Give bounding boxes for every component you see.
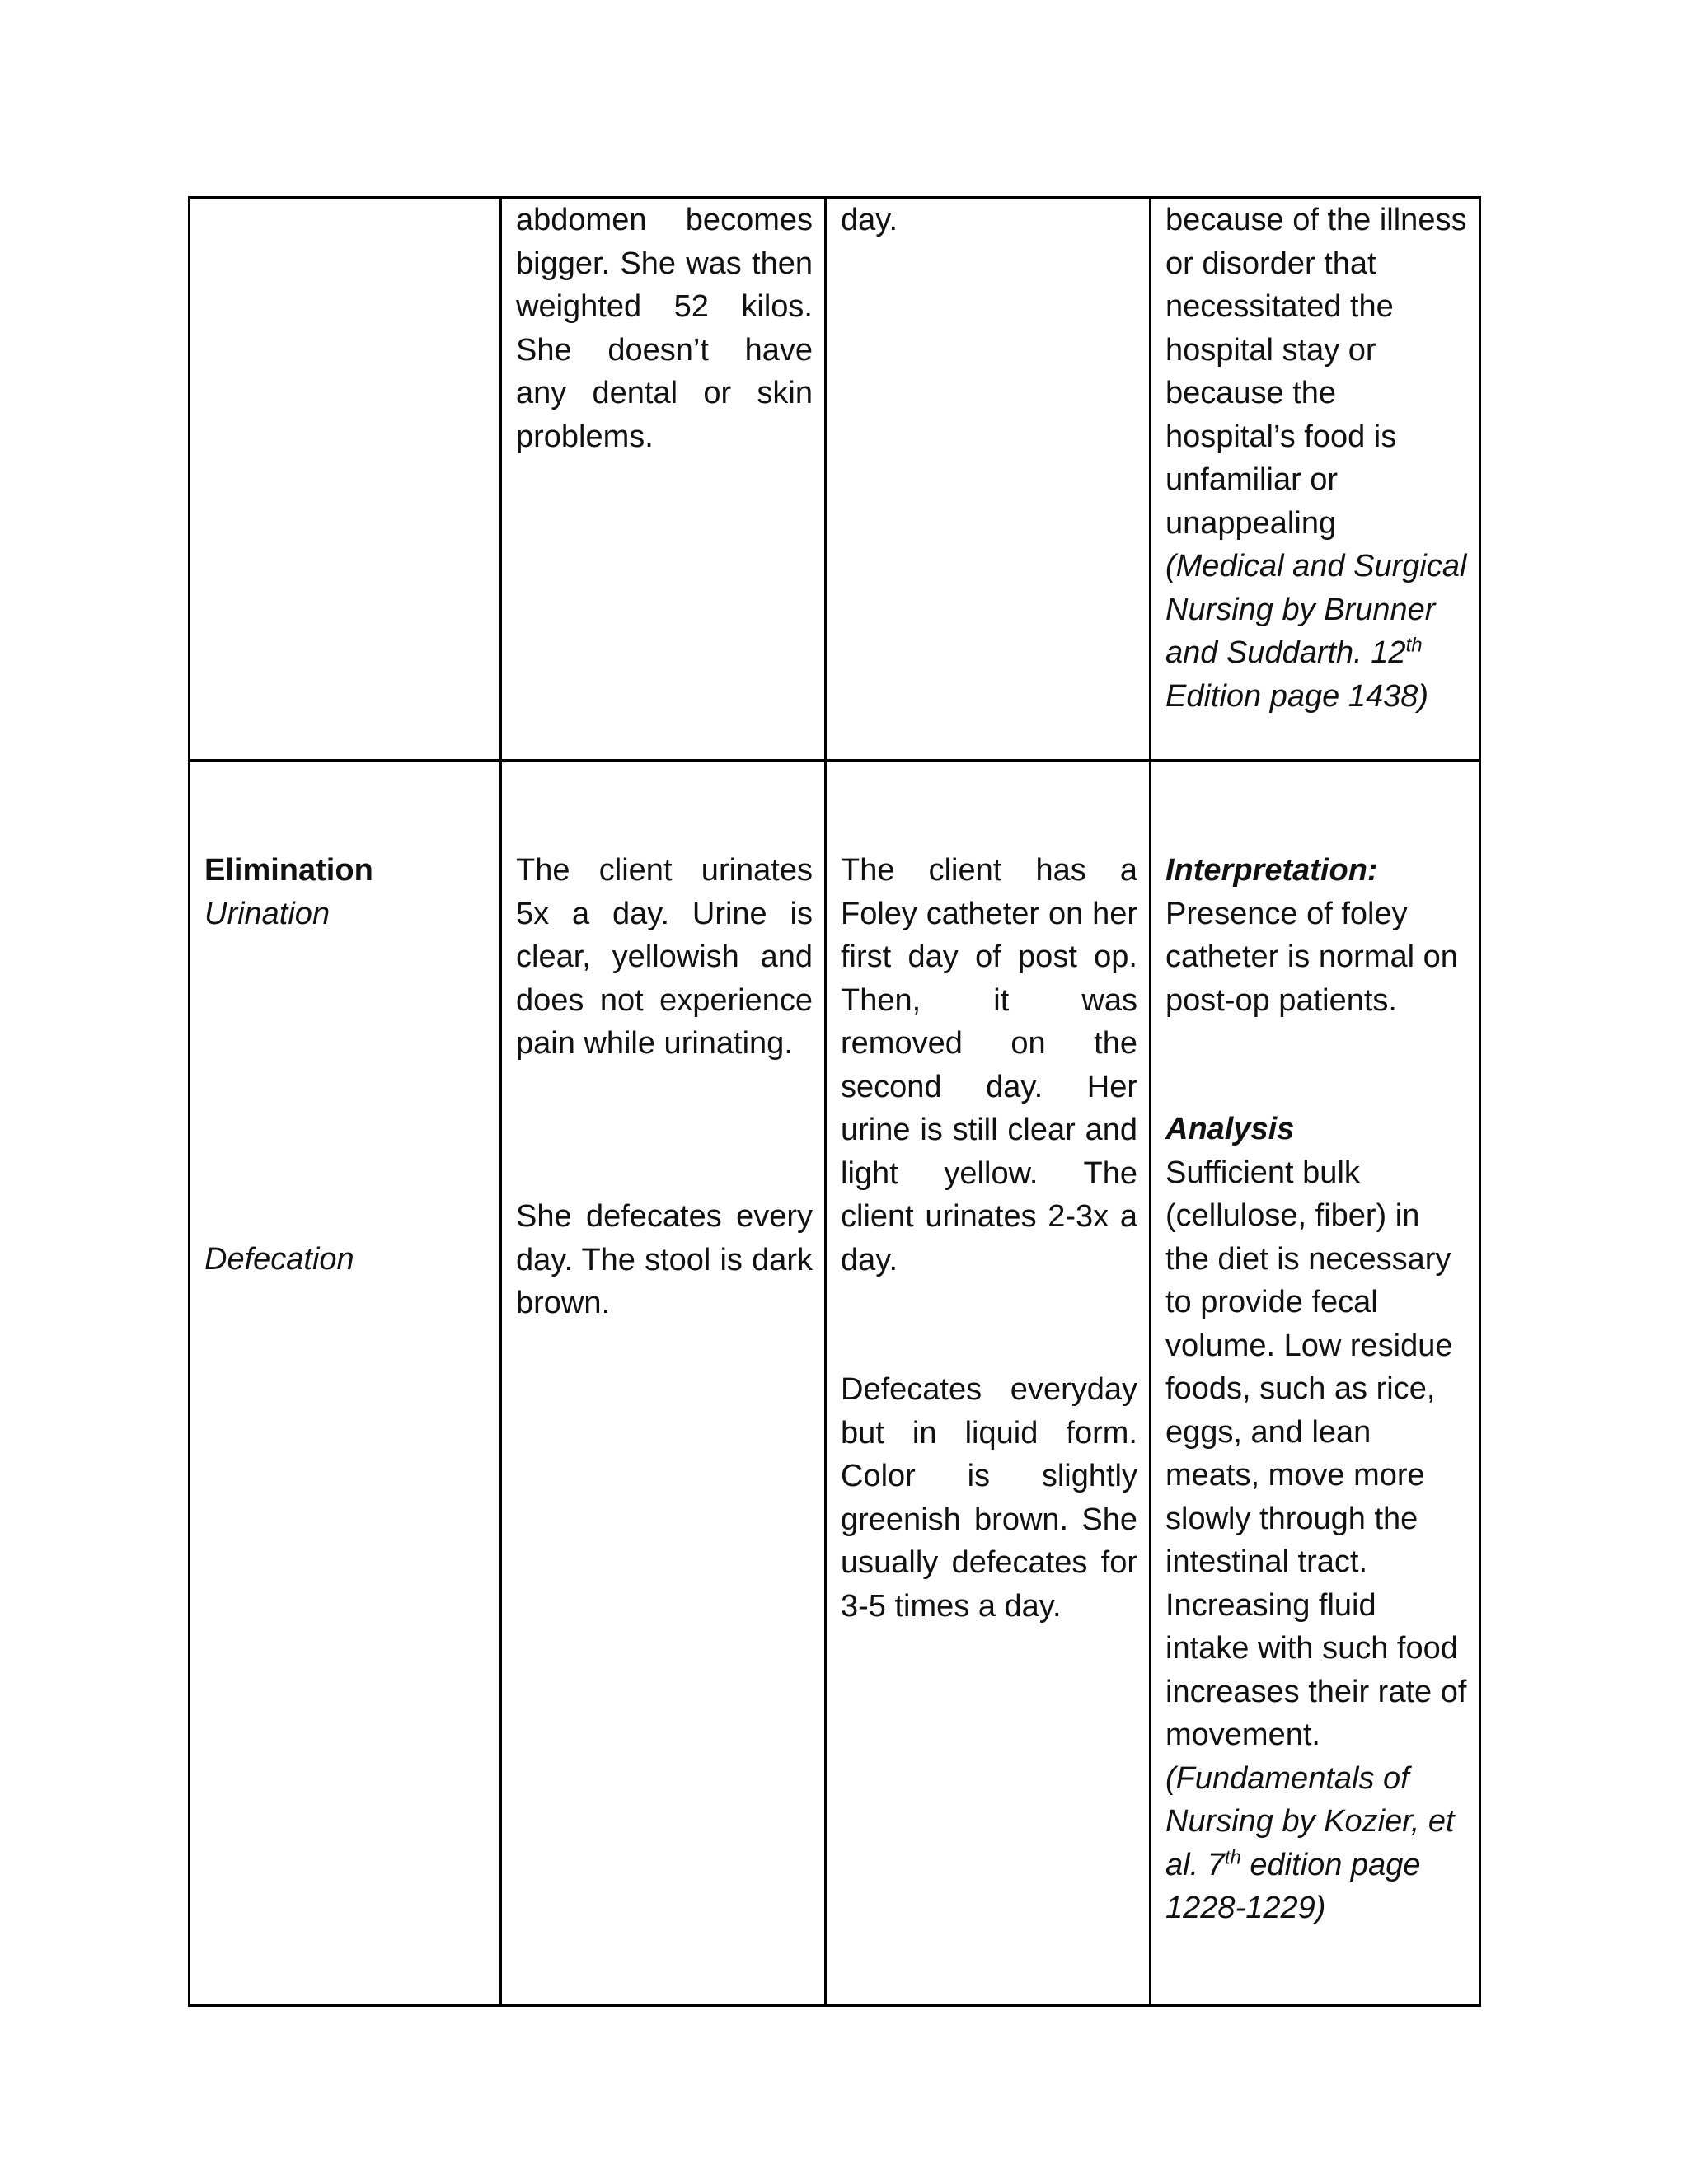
row2-before-cell [501, 761, 826, 2006]
row2-analysis-cell [1151, 761, 1480, 2006]
row1-category-cell [190, 198, 501, 761]
urination-before-text: The client urinates 5x a day. Urine is clear, yellowish and does not experience pain while urinating. [516, 853, 813, 1061]
elimination-heading: Elimination [204, 853, 373, 888]
reference-superscript: th [1405, 634, 1423, 657]
interpretation-label: Interpretation: [1165, 853, 1378, 888]
analysis-text: Sufficient bulk (cellulose, fiber) in the diet is necessary to provide fecal volume. Low residue foods, such as rice, eggs, and lean meats, move more slowly through the intestinal tract. Increasing fluid intake with such food increases their rate of movement. [1165, 1155, 1467, 1752]
analysis-label: Analysis [1165, 1112, 1295, 1146]
nutrition-after-text: day. [841, 203, 898, 237]
urination-after-text: The client has a Foley catheter on her first day of post op. Then, it was removed on the second day. Her urine is still clear and light yellow. The client urinates 2-3x a day. [841, 853, 1137, 1277]
row1-analysis-cell [1151, 198, 1480, 761]
defecation-before-text: She defecates every day. The stool is dark brown. [516, 1199, 813, 1320]
nutrition-analysis-text: because of the illness or disorder that necessitated the hospital stay or because the hospital’s food is unfamiliar or unappealing [1165, 203, 1467, 541]
defecation-label: Defecation [204, 1242, 354, 1277]
assessment-table [188, 196, 1481, 2007]
nutrition-before-text: abdomen becomes bigger. She was then weighted 52 kilos. She doesn’t have any dental or skin problems. [516, 203, 813, 454]
urination-label: Urination [204, 896, 331, 931]
nutrition-reference [1165, 545, 1467, 718]
analysis-reference [1165, 1757, 1467, 1930]
table-row [190, 198, 1480, 761]
row1-before-cell [501, 198, 826, 761]
row2-category-cell [190, 761, 501, 2006]
reference-text: (Medical and Surgical Nursing by Brunner and Suddarth. 12 [1165, 549, 1467, 670]
reference-text: edition page 1228-1229) [1165, 1847, 1421, 1925]
reference-text: Edition page 1438) [1165, 678, 1429, 714]
reference-text: (Fundamentals of Nursing by Kozier, et al. 7 [1165, 1760, 1455, 1882]
reference-superscript: th [1224, 1845, 1241, 1868]
table-row [190, 761, 1480, 2006]
row2-after-cell [826, 761, 1151, 2006]
defecation-after-text: Defecates everyday but in liquid form. Color is slightly greenish brown. She usually defecates for 3-5 times a day. [841, 1372, 1137, 1624]
interpretation-text: Presence of foley catheter is normal on post-op patients. [1165, 896, 1458, 1018]
row1-after-cell [826, 198, 1151, 761]
